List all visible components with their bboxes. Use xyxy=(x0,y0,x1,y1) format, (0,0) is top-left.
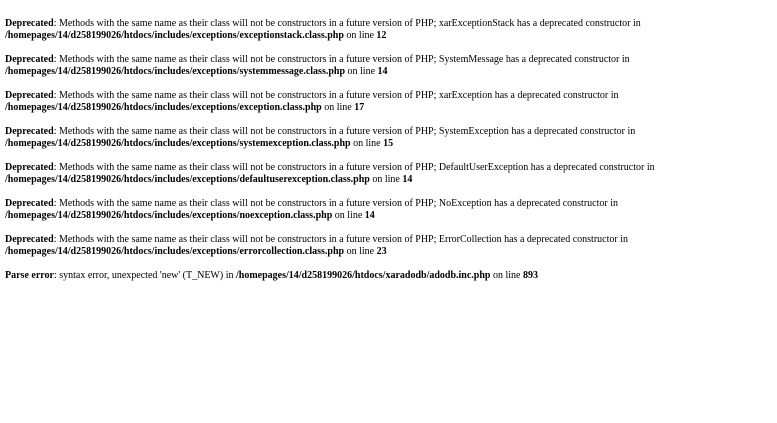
deprecation-message xyxy=(5,90,777,114)
file-path: /homepages/14/d258199026/htdocs/xaradodb/adodb.inc.php xyxy=(235,270,491,281)
line-number: 893 xyxy=(523,270,538,281)
file-path: /homepages/14/d258199026/htdocs/includes/exceptions/systemexception.class.php xyxy=(5,138,351,149)
line-number: 15 xyxy=(383,138,394,149)
message-text: : Methods with the same name as their class will not be constructors in a future version of PHP; DefaultUserException has a deprecated constructor in xyxy=(53,162,655,173)
deprecation-message xyxy=(5,18,777,42)
on-line-text: on line xyxy=(321,102,355,113)
on-line-text: on line xyxy=(369,174,403,185)
message-label: Parse error xyxy=(5,270,54,281)
deprecation-message xyxy=(5,54,777,78)
message-label: Deprecated xyxy=(5,126,54,137)
file-path: /homepages/14/d258199026/htdocs/includes/exceptions/exceptionstack.class.php xyxy=(5,30,344,41)
deprecation-message xyxy=(5,234,777,258)
deprecation-message xyxy=(5,126,777,150)
file-path: /homepages/14/d258199026/htdocs/includes/exceptions/errorcollection.class.php xyxy=(5,246,345,257)
line-number: 14 xyxy=(377,66,388,77)
message-text: : Methods with the same name as their class will not be constructors in a future version of PHP; NoException has a deprecated constructor in xyxy=(53,198,618,209)
on-line-text: on line xyxy=(343,30,377,41)
message-label: Deprecated xyxy=(5,18,54,29)
line-number: 14 xyxy=(402,174,413,185)
on-line-text: on line xyxy=(332,210,365,221)
message-text: : Methods with the same name as their class will not be constructors in a future version of PHP; xarException has a deprecated constructor in xyxy=(53,90,619,101)
message-label: Deprecated xyxy=(5,162,54,173)
on-line-text: on line xyxy=(345,66,378,77)
message-text: : Methods with the same name as their class will not be constructors in a future version of PHP; ErrorCollection has a deprecated constructor in xyxy=(53,234,628,245)
parse-error-message xyxy=(5,270,777,282)
message-text: : syntax error, unexpected 'new' (T_NEW) in xyxy=(53,270,236,281)
file-path: /homepages/14/d258199026/htdocs/includes/exceptions/noexception.class.php xyxy=(5,210,333,221)
file-path: /homepages/14/d258199026/htdocs/includes/exceptions/exception.class.php xyxy=(5,102,322,113)
line-number: 14 xyxy=(364,210,375,221)
line-number: 23 xyxy=(376,246,387,257)
message-label: Deprecated xyxy=(5,54,54,65)
file-path: /homepages/14/d258199026/htdocs/includes/exceptions/defaultuserexception.class.php xyxy=(5,174,370,185)
deprecation-message xyxy=(5,198,777,222)
on-line-text: on line xyxy=(350,138,384,149)
message-text: : Methods with the same name as their class will not be constructors in a future version of PHP; SystemMessage has a deprecated constructor in xyxy=(53,54,630,65)
message-label: Deprecated xyxy=(5,90,54,101)
on-line-text: on line xyxy=(344,246,377,257)
message-label: Deprecated xyxy=(5,234,54,245)
deprecation-message xyxy=(5,162,777,186)
on-line-text: on line xyxy=(490,270,523,281)
message-label: Deprecated xyxy=(5,198,54,209)
file-path: /homepages/14/d258199026/htdocs/includes/exceptions/systemmessage.class.php xyxy=(5,66,346,77)
line-number: 17 xyxy=(354,102,365,113)
message-text: : Methods with the same name as their class will not be constructors in a future version of PHP; xarExceptionStack has a deprecated constructor in xyxy=(53,18,641,29)
message-text: : Methods with the same name as their class will not be constructors in a future version of PHP; SystemException has a deprecated constructor in xyxy=(53,126,636,137)
line-number: 12 xyxy=(376,30,387,41)
